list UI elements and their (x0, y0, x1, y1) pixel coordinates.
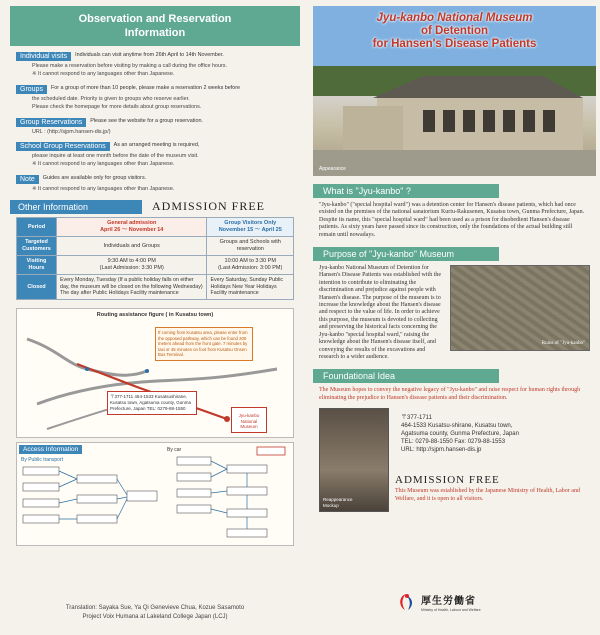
map-museum-label: Jyu-kanbo National Museum (231, 407, 267, 433)
individual-visits-tag: Individual visits (16, 52, 71, 61)
map-title: Routing assistance figure ( in Kusatsu town) (96, 312, 214, 319)
group-reservations-tag: Group Reservations (16, 118, 86, 127)
museum-title: Jyu-kanbo National Museum of Detention for Hansen's Disease Patients (372, 12, 537, 50)
ministry-logo-block (397, 592, 481, 612)
contact-block (313, 408, 596, 528)
museum-address: 〒377-1711 464-1533 Kusatsu-shirane, Kusatsu town, Agatsuma county, Gunma Prefecture, Japan TEL: 0279-88-1550 Fax: 0279-88-1553 URL: http://sjpm.hansen-dis.jp (401, 415, 519, 454)
access-info (16, 442, 294, 546)
public-transport-label: By Public transport (21, 457, 63, 464)
admission-free-left: ADMISSION FREE (152, 199, 266, 214)
observation-title: Observation and Reservation Information (10, 6, 300, 46)
right-panel (313, 0, 596, 635)
parking-note: If coming from Kusatsu area, please enter from the opposed pathway, which can be found 200 meters ahead from the front gate. 7 minutes by taxi or 45 minutes on foot from Kusatsu Onsen Bus Terminal. (155, 327, 253, 361)
ruins-photo (450, 265, 590, 351)
ruins-caption: Ruins of "Jyu-kanbo" (541, 340, 585, 346)
school-group-tag: School Group Reservations (16, 142, 110, 151)
access-diagram (17, 443, 295, 547)
map-address: 〒377-1711 464-1533 Kusatsushirane, Kusatsu town, Agatsuma county, Gunma Prefecture, Japan TEL: 0279-88-1550 (107, 391, 197, 415)
ministry-name-en: Ministry of Health, Labour and Welfare (421, 608, 481, 612)
other-info-heading: Other Information (10, 200, 142, 214)
groups-row: Groups For a group of more than 10 people, please make a reservation 2 weeks before (16, 85, 294, 94)
other-info-bar (10, 199, 300, 214)
credits: Translation: Sayaka Sue, Ya Qi Genevieve Chua, Kozue Sasamoto Project Voix Humana at Lakeland College Japan (LCJ) (65, 605, 245, 620)
ministry-logo-icon (397, 592, 415, 612)
ministry-name-jp: 厚生労働省 (421, 596, 476, 607)
admission-free-right: ADMISSION FREE (395, 474, 500, 487)
table-row: Targeted Customers Individuals and Groups Groups and Schools with reservation (17, 237, 294, 256)
table-row: Period General admission April 26 ～ November 14 Group Visitors Only November 15 ～ April 25 (17, 218, 294, 237)
info-table (16, 217, 294, 300)
note-row: Note Guides are available only for group visitors. (16, 175, 294, 184)
website-link[interactable]: URL: http://sjpm.hansen-dis.jp (401, 447, 482, 454)
groups-tag: Groups (16, 85, 47, 94)
purpose-section (313, 261, 596, 361)
what-heading: What is "Jyu-kanbo" ? (313, 184, 499, 198)
what-body: "Jyu-kanbo" ("special hospital ward") was a detention center for Hansen's disease patients, which had once existed on the premises of the national sanatorium Kuriu-Rakusenen, Kusatsu town, Gunma Prefecture, Japan. Despite its name, this "special hospital ward" had been used as a prison for disobedient Hansen's disease patients. As sixty years have passed since its construction, only the foundations of the actual building still remain until nowadays. (319, 202, 585, 238)
by-car-label: By car (167, 447, 182, 454)
group-reservations-row: Group Reservations Please see the website for a group reservation. (16, 118, 294, 127)
admission-text: This Museum was established by the Japanese Ministry of Health, Labor and Welfare, and it is open to all visitors. (395, 488, 580, 502)
purpose-heading: Purpose of "Jyu-kanbo" Museum (313, 247, 499, 261)
foundational-body: The Museum hopes to convey the negative legacy of "Jyu-kanbo" and raise respect for human rights through eliminating the prejudice to Hansen's disease patients and their discrimination. (319, 387, 581, 401)
individual-visits-row: Individual visits Individuals can visit anytime from 26th April to 14th November. (16, 52, 294, 61)
routing-map (16, 308, 294, 438)
hero-image (313, 6, 596, 176)
school-group-row: School Group Reservations As an arranged meeting is required, (16, 142, 294, 151)
mockup-photo: Reappearance Mockup (319, 408, 389, 512)
foundational-heading: Foundational Idea (313, 369, 499, 383)
purpose-body: Jyu-kanbo National Museum of Detention for Hansen's Disease Patients was established with the intention to contribute to eliminating the discrimination and prejudice against people with Hansen's disease. The purpose of the museum is to increase the knowledge about the Hansen's disease and respect to the value of life. In order to achieve this purpose, the museum is devoted to collecting and preserving the historical facts concerning the Jyu-kanbo "special hospital ward," raising the knowledge about the Hansen's disease itself, and conveying the results of the excavations and research to a wider audience. (319, 265, 442, 360)
left-panel (10, 0, 300, 635)
note-tag: Note (16, 175, 39, 184)
table-row: Visiting Hours 9:30 AM to 4:00 PM (Last Admission: 3:30 PM) 10:00 AM to 3:30 PM (Last Admission: 3:00 PM) (17, 256, 294, 275)
table-row: Closed Every Monday, Tuesday (If a public holiday falls on either day, the museum will be closed on the following Wednesday) The day after Public Holidays Facility maintenance Every Saturday, Sunday Public Holidays New Year Holidays Facility maintenance (17, 275, 294, 300)
observation-info: Individual visits Individuals can visit anytime from 26th April to 14th November. Please make a reservation before visiting by making a call during the office hours. ※ It cannot respond to any languages other than Japanese. Groups For a group of more than 10 people, please make a reservation 2 weeks before the scheduled date. Priority is given to groups who reserve earlier. Please check the homepage for more details about group reservations. Group Reservations Please see the website for a group reservation. URL : (http://sjpm.hansen-dis.jp/) School Group Reservations As an arranged meeting is required, please inquire at least one month before the date of the museum visit. ※ It cannot respond to any languages other than Japanese. Note Guides are available only for group visitors. ※ It cannot respond to any languages other than Japanese. (10, 46, 300, 193)
access-heading: Access Information (19, 445, 82, 454)
hero-caption: Appearance (319, 166, 346, 172)
